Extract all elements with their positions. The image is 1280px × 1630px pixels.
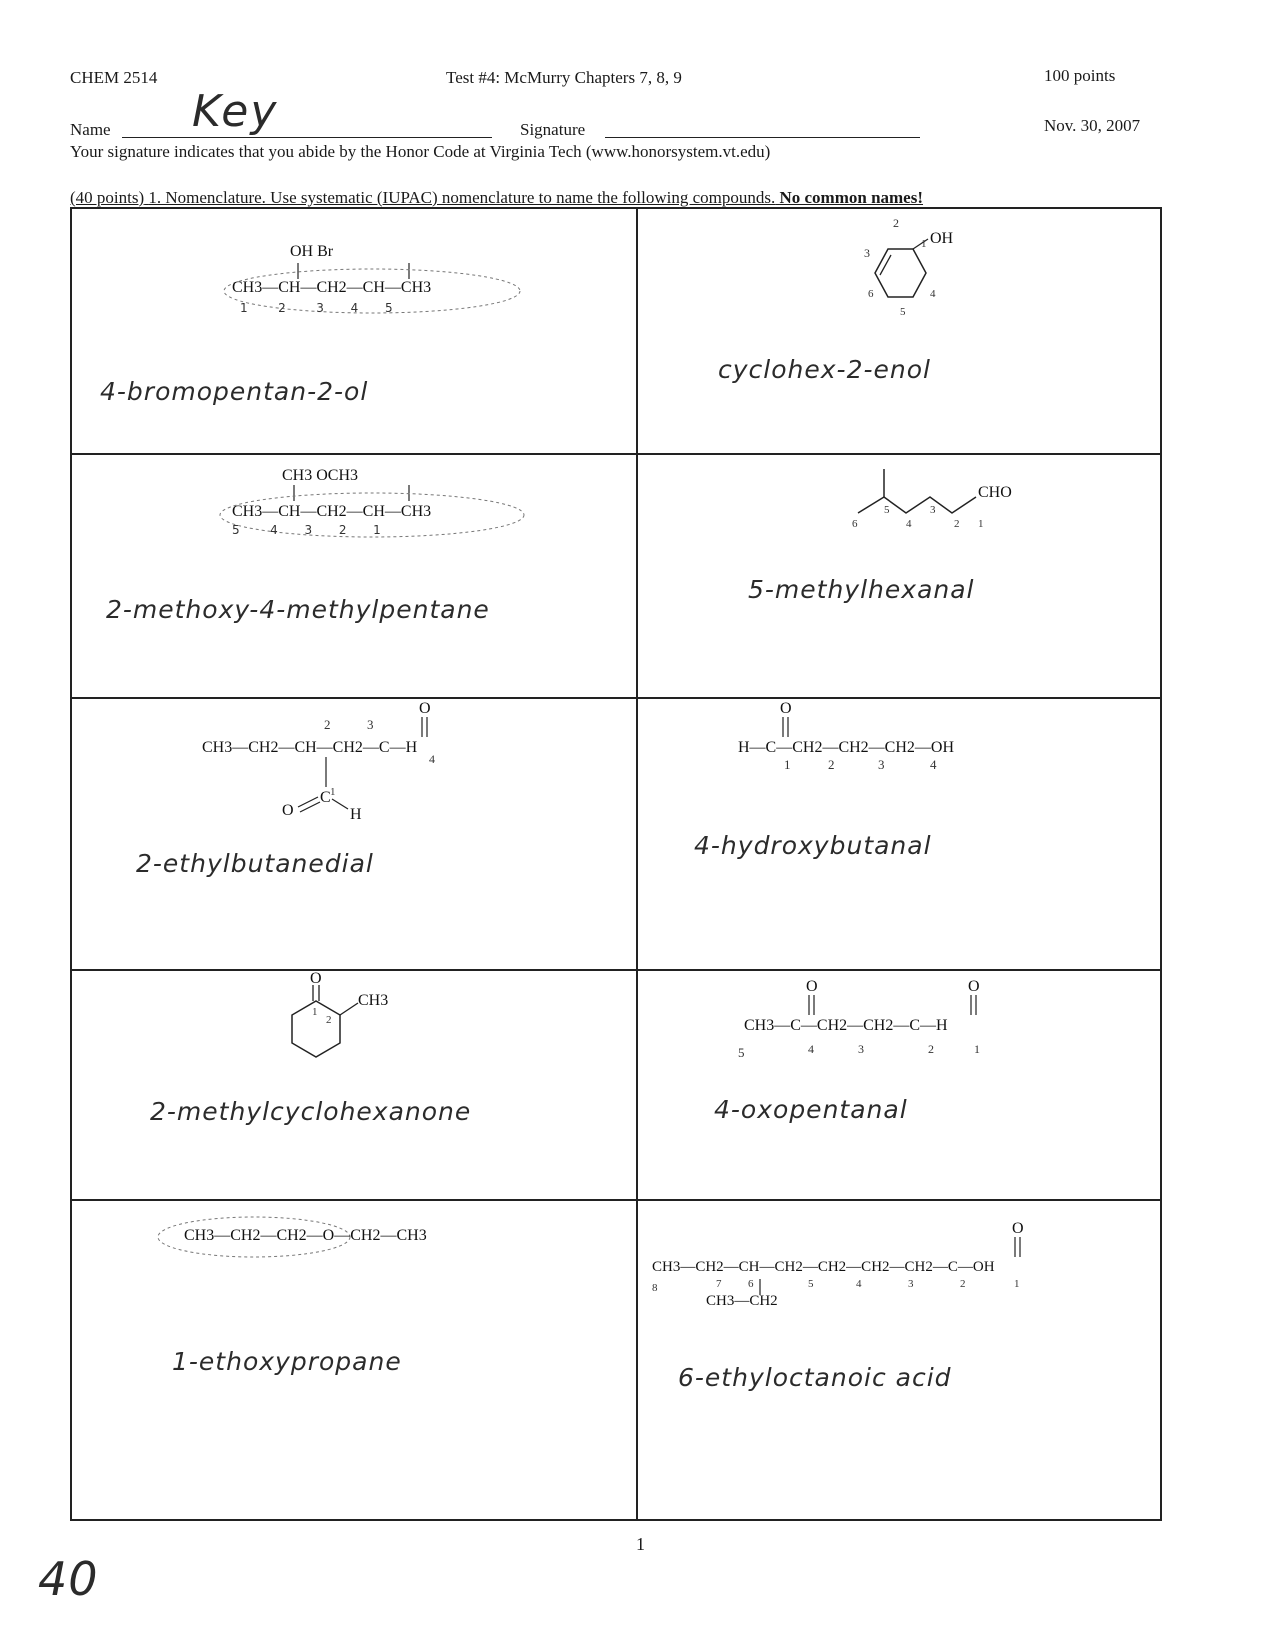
compound-cell-1 (72, 209, 636, 453)
ring-label: 1 (921, 238, 927, 250)
formula-top: CH3 OCH3 (282, 467, 359, 484)
chain-number: 4 (808, 1042, 814, 1056)
formula-branch: CH3—CH2 (706, 1293, 778, 1309)
ring-label: 2 (893, 216, 899, 230)
ring-number: 1 (312, 1006, 318, 1018)
ring-label: 6 (868, 288, 874, 300)
question-points: (40 points) (70, 188, 145, 207)
chain-number: 3 (367, 717, 374, 732)
oxopentanal-structure (638, 971, 1160, 1199)
chain-number: 2 (954, 518, 960, 530)
formula-main: CH3—CH—CH2—CH—CH3 (232, 503, 432, 520)
bond-lines (72, 209, 636, 453)
chain-number: 1 (330, 786, 336, 798)
chain-number: 2 (828, 757, 835, 772)
chain-number: 1 (978, 518, 984, 530)
nomenclature-grid (70, 207, 1162, 1521)
chain-number: 3 (930, 504, 936, 516)
chain-number: 4 (906, 518, 912, 530)
ring-number: 2 (326, 1014, 332, 1026)
aldehyde-hydrogen: H (350, 806, 362, 823)
chain-number: 6 (748, 1278, 754, 1290)
formula-main: H—C—CH2—CH2—CH2—OH (738, 739, 955, 756)
chain-number: 7 (716, 1278, 722, 1290)
compound-cell-8 (638, 971, 1160, 1199)
cyclohexenol-structure (638, 209, 1160, 453)
chain-number: 2 (928, 1042, 934, 1056)
compound-cell-2 (638, 209, 1160, 453)
compound-cell-3 (72, 455, 636, 697)
page-number: 1 (636, 1534, 645, 1554)
chain-number: 5 (808, 1278, 814, 1290)
chain-number: 5 (738, 1045, 745, 1060)
chain-number: 2 (960, 1278, 966, 1290)
chain-number: 4 (429, 752, 435, 766)
question-emphasis: No common names! (779, 188, 924, 207)
aldehyde-carbon: C (320, 789, 331, 806)
formula-top: OH Br (290, 243, 334, 260)
formula-main: CH3—CH2—CH—CH2—C—H (202, 739, 418, 756)
ketone-oxygen: O (310, 971, 322, 987)
chain-number: 4 (856, 1278, 862, 1290)
answer-2: cyclohex-2-enol (718, 355, 931, 384)
chain-number: 1 (1014, 1278, 1020, 1290)
ring-label: 3 (864, 246, 870, 260)
answer-6: 4-hydroxybutanal (694, 831, 932, 860)
chain-number: 3 (858, 1042, 864, 1056)
chain-number: 8 (652, 1282, 658, 1294)
answer-10: 6-ethyloctanoic acid (678, 1363, 952, 1392)
chain-number: 6 (852, 518, 858, 530)
formula-main: CH3—CH—CH2—CH—CH3 (232, 279, 432, 296)
compound-cell-4 (638, 455, 1160, 697)
answer-1: 4-bromopentan-2-ol (100, 377, 369, 406)
chain-number: 3 (908, 1278, 914, 1290)
exam-date: Nov. 30, 2007 (1044, 116, 1141, 135)
name-label: Name (70, 120, 111, 139)
signature-label: Signature (520, 120, 586, 139)
chain-number: 1 (784, 757, 791, 772)
carbon-numbering: 5 4 3 2 1 (232, 523, 381, 537)
compound-cell-5 (72, 699, 636, 969)
name-handwritten: Key (192, 86, 279, 137)
formula-main: CH3—CH2—CH2—O—CH2—CH3 (184, 1227, 427, 1244)
chain-number: 3 (878, 757, 885, 772)
hydroxyl-group: OH (930, 230, 954, 247)
test-title: Test #4: McMurry Chapters 7, 8, 9 (446, 68, 682, 87)
course-code: CHEM 2514 (70, 68, 158, 87)
answer-9: 1-ethoxypropane (172, 1347, 402, 1376)
cyclohexanone-structure (72, 971, 636, 1199)
carbonyl-oxygen: O (419, 700, 431, 717)
ring-label: 4 (930, 288, 936, 300)
signature-line (605, 137, 920, 138)
answer-5: 2-ethylbutanedial (136, 849, 374, 878)
chain-number: 4 (930, 757, 937, 772)
chain-number: 5 (884, 504, 890, 516)
compound-cell-7 (72, 971, 636, 1199)
carbonyl-oxygen: O (1012, 1220, 1024, 1237)
points-total: 100 points (1044, 66, 1116, 85)
aldehyde-oxygen: O (968, 978, 980, 995)
aldehyde-group: CHO (978, 484, 1012, 501)
chain-number: 1 (974, 1042, 980, 1056)
bond-lines (72, 455, 636, 697)
question-prompt (70, 188, 923, 208)
compound-cell-6 (638, 699, 1160, 969)
answer-8: 4-oxopentanal (714, 1095, 908, 1124)
answer-4: 5-methylhexanal (748, 575, 975, 604)
ketone-oxygen: O (806, 978, 818, 995)
carbon-numbering: 1 2 3 4 5 (240, 301, 393, 315)
formula-main: CH3—CH2—CH—CH2—CH2—CH2—CH2—C—OH (652, 1259, 995, 1275)
answer-7: 2-methylcyclohexanone (150, 1097, 472, 1126)
ring-label: 5 (900, 306, 906, 318)
question-text: 1. Nomenclature. Use systematic (IUPAC) nomenclature to name the following compounds. (148, 188, 776, 207)
compound-cell-10 (638, 1201, 1160, 1519)
name-line (122, 137, 492, 138)
formula-main: CH3—C—CH2—CH2—C—H (744, 1017, 948, 1034)
aldehyde-oxygen: O (282, 802, 294, 819)
compound-cell-9 (72, 1201, 636, 1519)
honor-statement: Your signature indicates that you abide by the Honor Code at Virginia Tech (www.honorsystem.vt.edu) (70, 142, 771, 161)
octanoic-acid-structure (638, 1201, 1160, 1519)
chain-number: 2 (324, 717, 331, 732)
carbonyl-oxygen: O (780, 700, 792, 717)
methyl-group: CH3 (358, 992, 389, 1009)
answer-3: 2-methoxy-4-methylpentane (106, 595, 490, 624)
score-handwritten: 40 (38, 1552, 99, 1606)
